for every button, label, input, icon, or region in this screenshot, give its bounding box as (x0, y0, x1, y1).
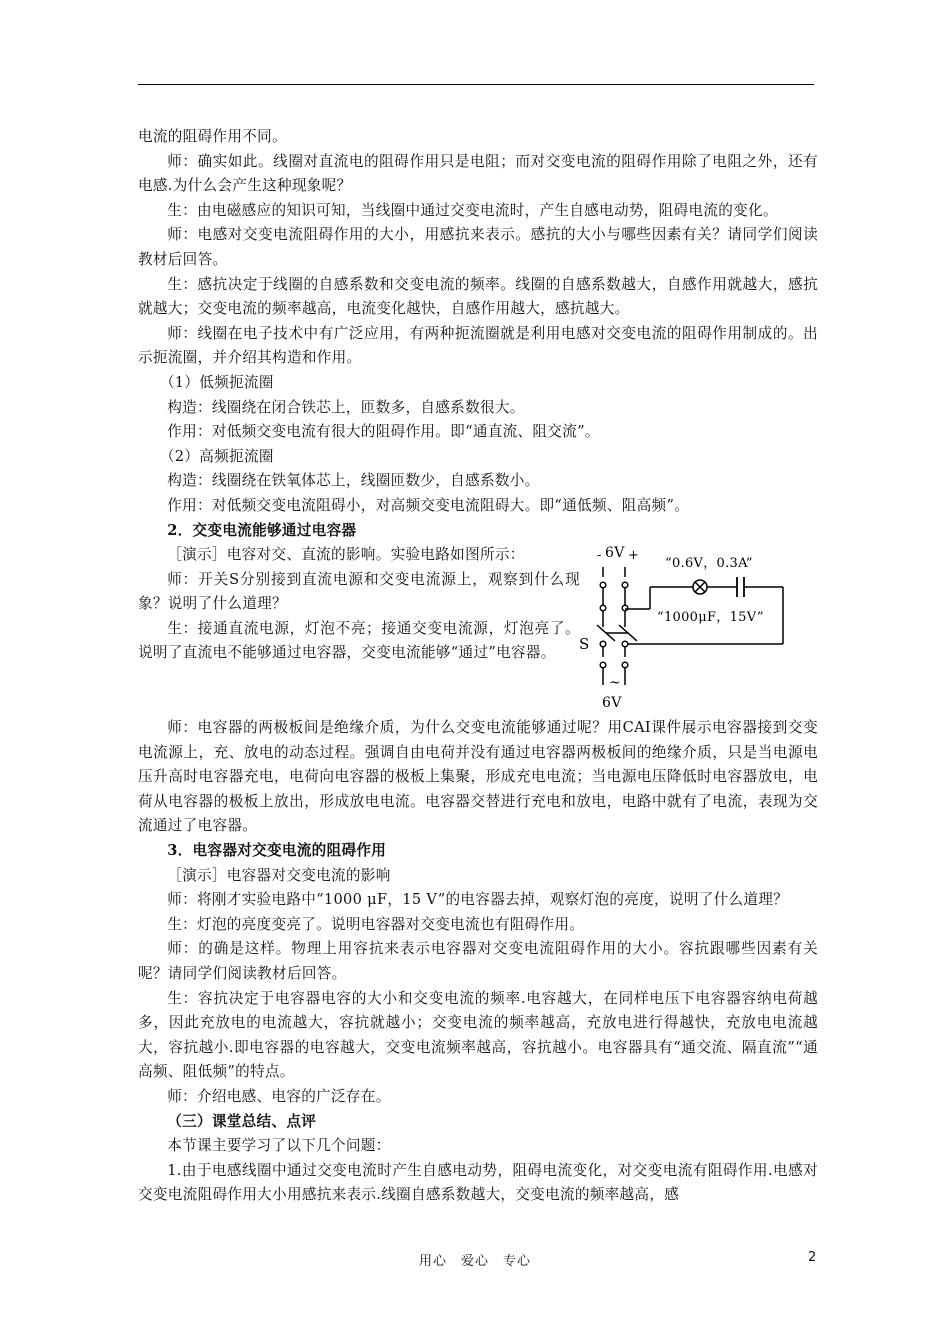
section-heading: 3．电容器对交变电流的阻碍作用 (167, 842, 387, 860)
paragraph: 本节课主要学习了以下几个问题： (167, 1137, 391, 1155)
switch-s (597, 611, 637, 647)
paragraph: 1.由于电感线圈中通过交变电流时产生自感电动势，阻碍电流变化，对交变电流有阻碍作用.电感对交变电流阻碍作用大小用感抗来表示.线圈自感系数越大，交变电流的频率越高，感 (138, 1161, 818, 1204)
paragraph: 作用：对低频交变电流阻碍小，对高频交变电流阻碍大。即“通低频、阻高频”。 (167, 496, 690, 514)
paragraph: 生：感抗决定于线圈的自感系数和交变电流的频率。线圈的自感系数越大，自感作用就越大，感抗就越大；交变电流的频率越高，电流变化越快，自感作用越大，感抗越大。 (138, 275, 818, 318)
paragraph: 电流的阻碍作用不同。 (138, 128, 287, 145)
paragraph: 师：确实如此。线圈对直流电的阻碍作用只是电阻；而对交变电流的阻碍作用除了电阻之外，还有电感.为什么会产生这种现象呢？ (138, 152, 818, 195)
paragraph: 师：将刚才实验电路中“1000 μF，15 V”的电容器去掉，观察灯泡的亮度，说明了什么道理？ (167, 891, 789, 909)
paragraph: 师：电容器的两极板间是绝缘介质，为什么交变电流能够通过呢？用CAI课件展示电容器接到交变电流源上，充、放电的动态过程。强调自由电荷并没有通过电容器两极板间的绝缘介质，只是当电源电压升高时电容器充电，电荷向电容器的极板上集聚，形成充电电流；当电源电压降低时电容器放电，电荷从电容器的极板上放出，形成放电电流。电容器交替进行充电和放电，电路中就有了电流，表现为交流通过了电容器。 (138, 719, 818, 835)
header-rule (138, 84, 814, 85)
paragraph: 生：灯泡的亮度变亮了。说明电容器对交变电流也有阻碍作用。 (167, 915, 585, 933)
figure-block (138, 543, 818, 716)
paragraph: 师：介绍电感、电容的广泛存在。 (167, 1088, 391, 1105)
document-body (138, 125, 818, 1208)
lamp-label: “0.6V，0.3A” (665, 556, 753, 572)
paragraph: 师：的确是这样。物理上用容抗来表示电容器对交变电流阻碍作用的大小。容抗跟哪些因素有关呢？请同学们阅读教材后回答。 (138, 940, 818, 983)
list-item-high-freq-choke: （2）高频扼流圈 (159, 447, 274, 465)
paragraph: 师：线圈在电子技术中有广泛应用，有两种扼流圈就是利用电感对交变电流的阻碍作用制成的。出示扼流圈，并介绍其构造和作用。 (138, 324, 818, 367)
capacitor-label: “1000μF，15V” (657, 610, 764, 626)
dc-terminals (600, 567, 628, 611)
paragraph: 作用：对低频交变电流有很大的阻碍作用。即“通直流、阻交流”。 (167, 423, 600, 441)
circuit-diagram (575, 537, 820, 717)
page-number: 2 (808, 1250, 817, 1265)
capacitor-symbol (737, 577, 744, 597)
section-heading: （三）课堂总结、点评 (167, 1112, 317, 1130)
section-heading: 2．交变电流能够通过电容器 (167, 521, 357, 539)
paragraph: ［演示］电容对交、直流的影响。实验电路如图所示： (167, 546, 525, 564)
paragraph: 构造：线圈绕在闭合铁芯上，匝数多，自感系数很大。 (167, 398, 525, 416)
paragraph: 生：容抗决定于电容器电容的大小和交变电流的频率.电容越大，在同样电压下电容器容纳电荷越多，因此充放电的电流越大，容抗就越小；交变电流的频率越高，充放电进行得越快，充放电电流越大，容抗越小.即电容器的电容越大，交变电流频率越高，容抗越小。电容器具有“通交流、隔直流”“通高频、阻低频”的特点。 (138, 989, 818, 1081)
paragraph: 师：电感对交变电流阻碍作用的大小，用感抗来表示。感抗的大小与哪些因素有关？请同学们阅读教材后回答。 (138, 226, 818, 268)
ac-symbol: ~ (609, 675, 622, 692)
lamp-symbol (693, 580, 707, 594)
paragraph: 师：开关S分别接到直流电源和交变电流源上，观察到什么现象？说明了什么道理？ (138, 570, 580, 613)
paragraph: 生：接通直流电源，灯泡不亮；接通交变电流源，灯泡亮了。说明了直流电不能够通过电容器，交变电流能够“通过”电容器。 (138, 619, 580, 662)
ac-voltage-label: 6V (602, 695, 622, 712)
paragraph: 生：由电磁感应的知识可知，当线圈中通过交变电流时，产生自感电动势，阻碍电流的变化。 (167, 201, 778, 219)
footer-motto: 用心 爱心 专心 (418, 1254, 531, 1269)
paragraph: ［演示］电容器对交变电流的影响 (167, 866, 391, 884)
list-item-low-freq-choke: （1）低频扼流圈 (159, 373, 274, 391)
switch-label: S (579, 635, 590, 654)
dc-voltage-label: 6V (605, 545, 625, 562)
dc-minus-label: - (597, 548, 602, 564)
dc-plus-label: + (628, 548, 640, 564)
paragraph: 构造：线圈绕在铁氧体芯上，线圈匝数少，自感系数小。 (167, 472, 540, 490)
